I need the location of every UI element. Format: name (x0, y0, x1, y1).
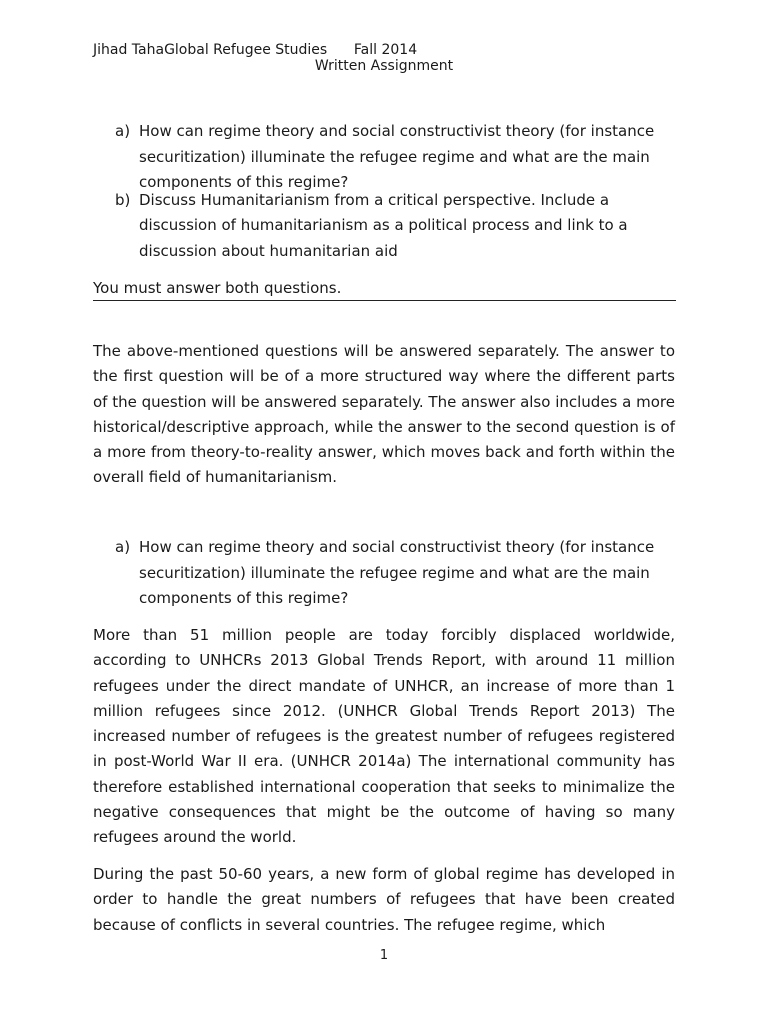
question-marker: b) (115, 190, 131, 209)
question-text: Discuss Humanitarianism from a critical perspective. Include a discussion of humanitarianism as a political process and link to a discussion about humanitarian aid (139, 190, 628, 260)
intro-paragraph: The above-mentioned questions will be answered separately. The answer to the first question will be of a more structured way where the different parts of the question will be answered separately. The answer also includes a more historical/descriptive approach, while the answer to the second question is of a more from theory-to-reality answer, which moves back and forth within the overall field of humanitarianism. (93, 342, 675, 487)
body-paragraph: More than 51 million people are today forcibly displaced worldwide, according to UNHCRs 2013 Global Trends Report, with around 11 million refugees under the direct mandate of UNHCR, an increase of more than 1 million refugees since 2012. (UNHCR Global Trends Report 2013) The increased number of refugees is the greatest number of refugees registered in post-World War II era. (UNHCR 2014a) The international community has therefore established international cooperation that seeks to minimalize the negative consequences that might be the outcome of having so many refugees around the world. (93, 626, 675, 847)
section-heading-list (93, 535, 678, 612)
header-assignment-title: Written Assignment (314, 58, 454, 74)
section-marker: a) (115, 538, 131, 556)
question-item-b (93, 188, 678, 265)
section-heading-a (93, 535, 678, 612)
page-number: 1 (379, 948, 389, 963)
section-heading-text: How can regime theory and social constructivist theory (for instance securitization) illuminate the refugee regime and what are the main components of this regime? (139, 538, 655, 607)
question-list (93, 119, 678, 264)
body-paragraph: During the past 50-60 years, a new form of global regime has developed in order to handle the great numbers of refugees that have been created because of conflicts in several countries. The refugee regime, which (93, 865, 675, 934)
question-text: How can regime theory and social constructivist theory (for instance securitization) illuminate the refugee regime and what are the main components of this regime? (139, 122, 655, 191)
header-author-course-term: Jihad TahaGlobal Refugee Studies Fall 2014 (93, 42, 418, 58)
question-marker: a) (115, 122, 131, 140)
question-item-a (93, 119, 678, 196)
instruction-line: You must answer both questions. (93, 277, 676, 301)
